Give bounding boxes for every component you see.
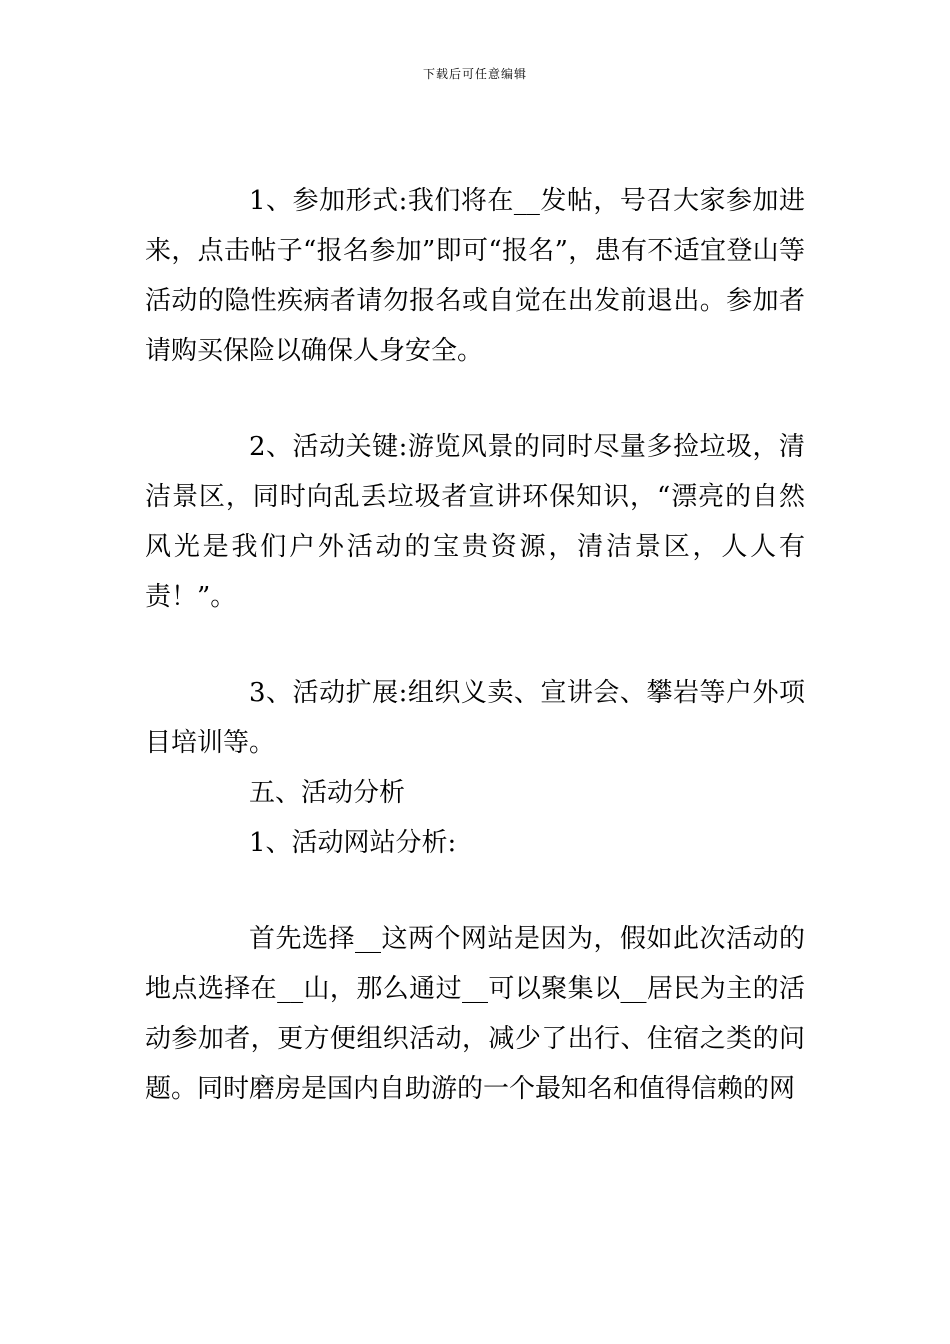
document-body [145, 176, 805, 1114]
paragraph-activity-extension: 3、活动扩展:组织义卖、宣讲会、攀岩等户外项目培训等。 [145, 678, 805, 758]
section-heading-analysis: 五、活动分析 [249, 778, 406, 808]
paragraph-activity-key: 2、活动关键:游览风景的同时尽量多捡垃圾，清洁景区，同时向乱丢垃圾者宣讲环保知识，“漂亮的自然风光是我们户外活动的宝贵资源，清洁景区，人人有责！”。 [145, 432, 805, 612]
paragraph-participation-form: 1、参加形式:我们将在__发帖，号召大家参加进来，点击帖子“报名参加”即可“报名”，患有不适宜登山等活动的隐性疾病者请勿报名或自觉在出发前退出。参加者请购买保险以确保人身安全。 [145, 186, 805, 366]
subheading-website-analysis: 1、活动网站分析: [249, 828, 457, 858]
paragraph-website-reason: 首先选择__这两个网站是因为，假如此次活动的地点选择在__山，那么通过__可以聚集以__居民为主的活动参加者，更方便组织活动，减少了出行、住宿之类的问题。同时磨房是国内自助游的一个最知名和值得信赖的网 [145, 924, 805, 1104]
page-header-note: 下载后可任意编辑 [422, 67, 527, 81]
